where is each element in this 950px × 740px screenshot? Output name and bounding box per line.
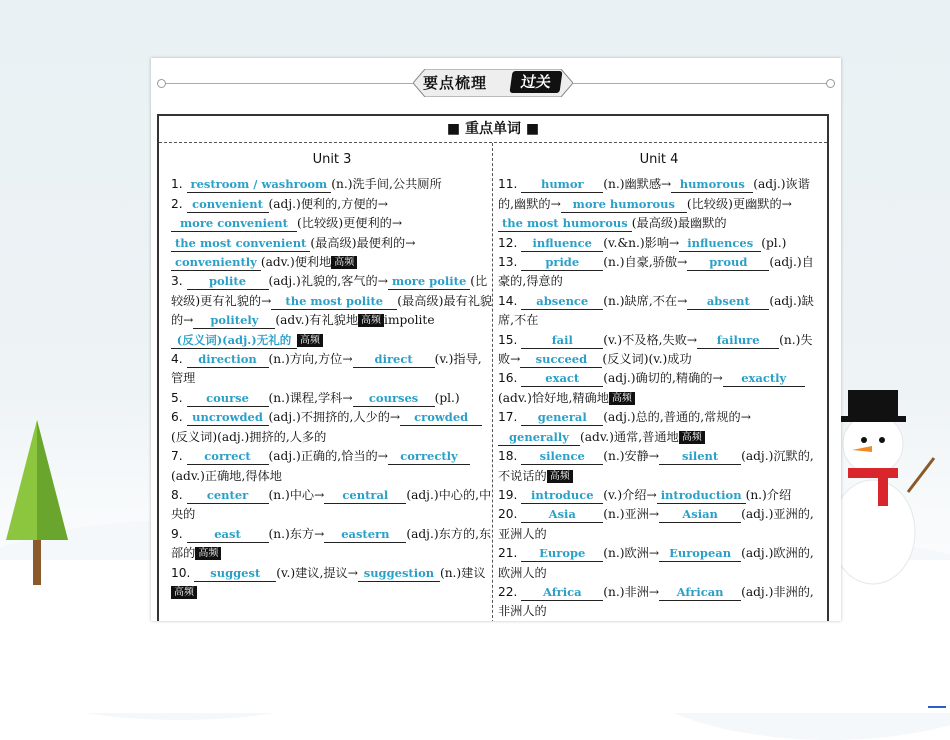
entry-number: 14.	[498, 293, 518, 308]
answer-word: introduction	[657, 488, 746, 504]
answer-word: European	[659, 546, 741, 562]
answer-word: convenient	[187, 197, 269, 213]
gloss-text: (n.)非洲→	[603, 584, 660, 599]
entry-number: 19.	[498, 487, 518, 502]
gloss-text: (n.)洗手间,公共厕所	[331, 177, 442, 192]
answer-word: influence	[521, 236, 603, 252]
unit3-column	[171, 144, 493, 602]
answer-word: (反义词)(adj.)无礼的	[171, 333, 297, 349]
banner-tag: 过关	[509, 71, 562, 93]
vocab-entry	[171, 408, 493, 447]
gloss-text: (比较级)更便利的→	[297, 216, 403, 231]
answer-word: absent	[687, 294, 769, 310]
vocab-entry	[171, 272, 493, 350]
gloss-text: (n.)失败→	[498, 332, 813, 367]
gloss-text: (adj.)不拥挤的,人少的→	[268, 410, 401, 425]
vocab-entry	[498, 175, 820, 233]
tree-icon	[2, 420, 72, 590]
answer-word: politely	[193, 313, 275, 329]
answer-word: direction	[187, 352, 269, 368]
vocab-entry	[171, 564, 493, 603]
entry-number: 6.	[171, 410, 183, 425]
unit-title: Unit 4	[639, 152, 679, 167]
answer-word: suggest	[194, 566, 276, 582]
gloss-text: (adj.)自豪的,得意的	[498, 255, 814, 289]
entry-number: 17.	[498, 410, 518, 425]
gloss-text: (n.)介绍	[745, 487, 792, 502]
gloss-text: (adj.)欧洲的,欧洲人的	[498, 546, 814, 580]
vocab-entry	[171, 389, 493, 408]
answer-word: general	[521, 410, 603, 426]
answer-word: correct	[187, 449, 269, 465]
gloss-text: (adv.)便利地	[260, 255, 332, 270]
gloss-text: (adv.)通常,普通地	[580, 429, 679, 444]
vocab-entry	[498, 292, 820, 331]
answer-word: Africa	[521, 585, 603, 601]
entry-number: 1.	[171, 177, 183, 192]
entry-number: 16.	[498, 371, 518, 386]
vocab-entry	[171, 175, 493, 194]
entry-number: 3.	[171, 274, 183, 289]
high-frequency-tag: 高频	[679, 431, 705, 444]
answer-word: polite	[187, 274, 269, 290]
answer-word: center	[187, 488, 269, 504]
gloss-text: (n.)亚洲→	[603, 507, 660, 522]
answer-word: direct	[353, 352, 435, 368]
answer-word: correctly	[388, 449, 470, 465]
gloss-text: (n.)建议	[439, 565, 486, 580]
vocab-entry	[498, 447, 820, 486]
entry-number: 9.	[171, 526, 183, 541]
gloss-text: (最高级)最有礼貌的→	[171, 293, 493, 328]
gloss-text: (比较级)更有礼貌的→	[171, 274, 488, 308]
answer-word: conveniently	[171, 255, 261, 271]
entry-number: 18.	[498, 449, 518, 464]
entry-number: 20.	[498, 507, 518, 522]
vocab-entry	[171, 486, 493, 525]
vocab-entry	[498, 486, 820, 505]
answer-word: Europe	[521, 546, 603, 562]
answer-word: more convenient	[171, 216, 297, 232]
gloss-text: (v.)介绍→	[603, 487, 657, 502]
answer-word: courses	[353, 391, 435, 407]
gloss-text: (adj.)礼貌的,客气的→	[268, 274, 388, 289]
gloss-text: (反义词)(v.)成功	[602, 352, 692, 367]
unit-title: Unit 3	[312, 152, 352, 167]
answer-word: succeed	[520, 352, 602, 368]
gloss-text: (v.)指导,管理	[171, 352, 482, 386]
answer-word: failure	[697, 333, 779, 349]
answer-word: silence	[521, 449, 603, 465]
section-title: ■ 重点单词 ■	[159, 116, 827, 143]
entry-number: 8.	[171, 487, 183, 502]
entry-number: 5.	[171, 390, 183, 405]
banner-title: 要点梳理	[423, 74, 488, 92]
entry-number: 13.	[498, 255, 518, 270]
entry-list	[498, 175, 820, 621]
answer-word: exactly	[723, 371, 805, 387]
answer-word: fail	[521, 333, 603, 349]
gloss-text: (adv.)正确地,得体地	[171, 468, 282, 483]
answer-word: introduce	[521, 488, 603, 504]
answer-word: influences	[679, 236, 761, 252]
high-frequency-tag: 高频	[547, 470, 573, 483]
entry-number: 15.	[498, 332, 518, 347]
gloss-text: impolite	[384, 313, 435, 328]
answer-word: east	[187, 527, 269, 543]
gloss-text: (n.)缺席,不在→	[603, 293, 688, 308]
gloss-text: (n.)课程,学科→	[268, 390, 353, 405]
gloss-text: (adj.)正确的,恰当的→	[268, 449, 388, 464]
gloss-text: (adj.)非洲的,非洲人的	[498, 584, 814, 619]
vocab-entry	[171, 525, 493, 564]
answer-word: crowded	[400, 410, 482, 426]
vocab-entry	[498, 505, 820, 544]
answer-word: silent	[659, 449, 741, 465]
high-frequency-tag: 高频	[358, 314, 384, 327]
vocab-entry	[498, 369, 820, 408]
gloss-text: (最高级)最便利的→	[310, 235, 416, 250]
entry-list	[171, 175, 493, 602]
gloss-text: (n.)安静→	[603, 449, 660, 464]
vocab-entry	[171, 447, 493, 486]
answer-word: humorous	[671, 177, 753, 193]
answer-word: more humorous	[561, 197, 687, 213]
corner-link[interactable]	[928, 706, 946, 708]
answer-word: suggestion	[358, 566, 440, 582]
unit4-column	[498, 144, 820, 621]
answer-word: exact	[521, 371, 603, 387]
gloss-text: (adj.)亚洲的,亚洲人的	[498, 507, 814, 541]
gloss-text: (n.)方向,方位→	[268, 352, 353, 367]
answer-word: absence	[521, 294, 603, 310]
vocab-entry	[498, 408, 820, 447]
gloss-text: (adv.)恰好地,精确地	[498, 390, 609, 405]
gloss-text: (n.)自豪,骄傲→	[603, 255, 688, 270]
answer-word: proud	[687, 255, 769, 271]
gloss-text: (n.)幽默感→	[603, 177, 672, 192]
answer-word: more polite	[388, 274, 470, 290]
vocab-entry	[498, 253, 820, 292]
answer-word: restroom / washroom	[187, 177, 332, 193]
answer-word: eastern	[324, 527, 406, 543]
answer-word: uncrowded	[187, 410, 269, 426]
answer-word: African	[659, 585, 741, 601]
document-panel	[151, 58, 841, 621]
entry-number: 12.	[498, 235, 518, 250]
entry-number: 2.	[171, 196, 183, 211]
entry-number: 10.	[171, 565, 191, 580]
gloss-text: (n.)欧洲→	[603, 546, 660, 561]
entry-number: 7.	[171, 449, 183, 464]
vocab-entry	[498, 234, 820, 253]
snowman-icon	[828, 372, 938, 592]
answer-word: central	[324, 488, 406, 504]
gloss-text: (pl.)	[761, 235, 787, 250]
vocab-entry	[498, 544, 820, 583]
gloss-text: (比较级)更幽默的→	[686, 196, 792, 211]
high-frequency-tag: 高频	[171, 586, 197, 599]
answer-word: the most polite	[271, 294, 397, 310]
gloss-text: (反义词)(adj.)拥挤的,人多的	[171, 429, 327, 444]
answer-word: humor	[521, 177, 603, 193]
gloss-text: (最高级)最幽默的	[631, 216, 727, 231]
answer-word: pride	[521, 255, 603, 271]
vocabulary-frame	[157, 114, 829, 621]
gloss-text: (adj.)沉默的,不说话的	[498, 449, 814, 483]
vocab-entry	[171, 195, 493, 273]
gloss-text: (adj.)缺席,不在	[498, 293, 814, 328]
gloss-text: (adj.)总的,普通的,常规的→	[603, 410, 751, 425]
answer-word: course	[187, 391, 269, 407]
answer-word: the most convenient	[171, 236, 310, 252]
gloss-text: (adj.)便利的,方便的→	[268, 196, 388, 211]
header-dot-right	[826, 79, 835, 88]
gloss-text: (adj.)中心的,中央的	[171, 487, 492, 522]
header-dot-left	[157, 79, 166, 88]
gloss-text: (pl.)	[434, 390, 460, 405]
entry-number: 11.	[498, 177, 518, 192]
gloss-text: (adv.)有礼貌地	[275, 313, 359, 328]
entry-number: 4.	[171, 352, 183, 367]
gloss-text: (n.)东方→	[268, 526, 325, 541]
answer-word: Asian	[659, 507, 741, 523]
gloss-text: (adj.)诙谐的,幽默的→	[498, 177, 810, 211]
answer-word: Asia	[521, 507, 603, 523]
gloss-text: (n.)中心→	[268, 487, 325, 502]
high-frequency-tag: 高频	[297, 334, 323, 347]
high-frequency-tag: 高频	[195, 547, 221, 560]
gloss-text: (v.)建议,提议→	[276, 565, 358, 580]
answer-word: generally	[498, 430, 580, 446]
vocab-entry	[171, 350, 493, 389]
high-frequency-tag: 高频	[331, 256, 357, 269]
entry-number: 21.	[498, 546, 518, 561]
gloss-text: (v.&n.)影响→	[603, 235, 680, 250]
entry-number: 22.	[498, 584, 518, 599]
vocab-entry	[498, 331, 820, 370]
answer-word: the most humorous	[498, 216, 632, 232]
high-frequency-tag: 高频	[609, 392, 635, 405]
gloss-text: (adj.)东方的,东部的	[171, 526, 492, 561]
vocab-entry	[498, 583, 820, 621]
gloss-text: (v.)不及格,失败→	[603, 332, 698, 347]
gloss-text: (adj.)确切的,精确的→	[603, 371, 723, 386]
